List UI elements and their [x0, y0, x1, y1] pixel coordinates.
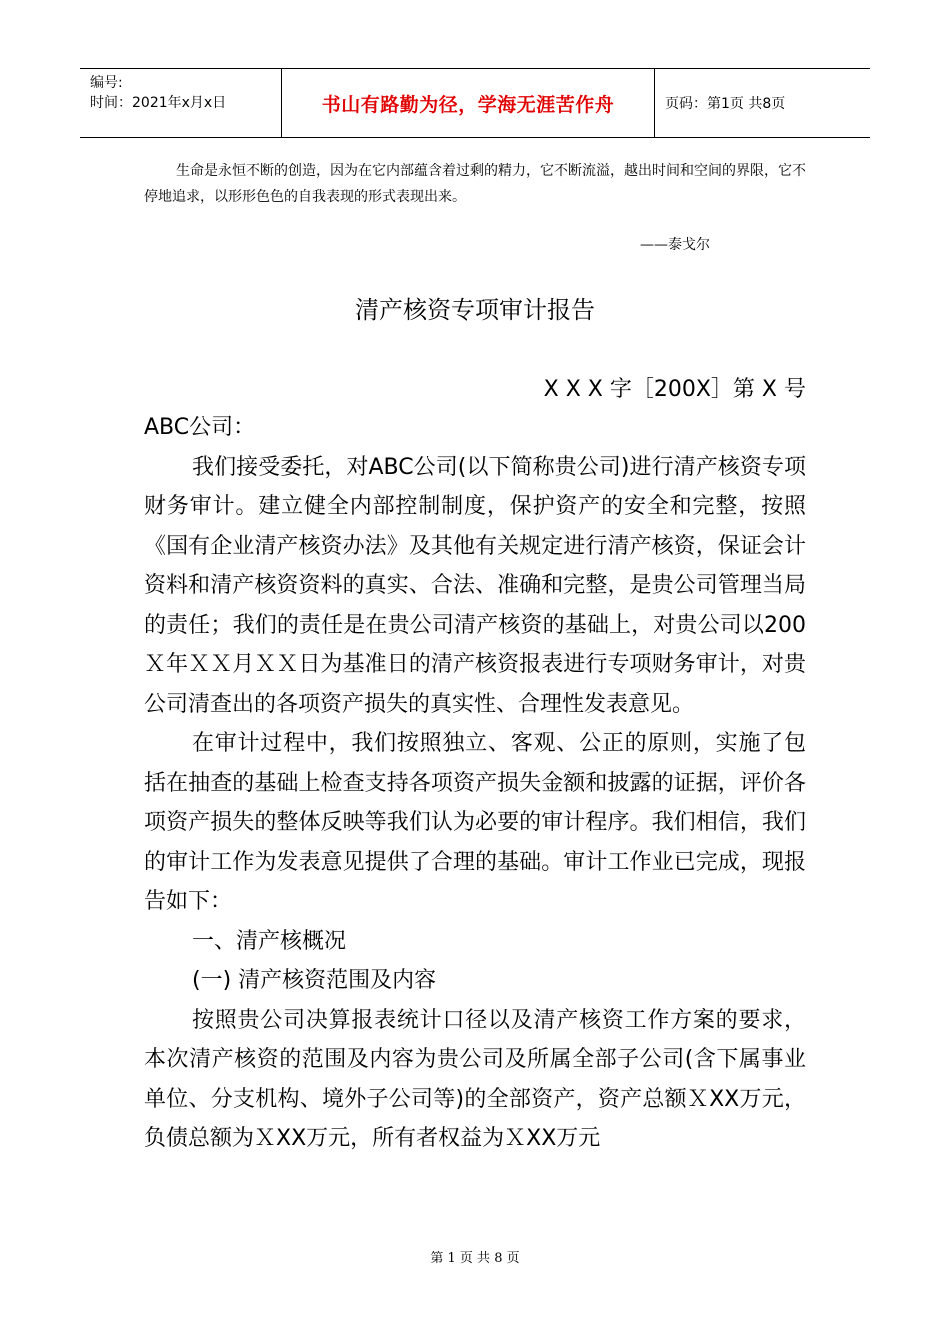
header-page: 页码：第1页 共8页 — [665, 96, 786, 112]
document-number: X X X 字［200X］第 X 号 — [543, 377, 806, 402]
page-header — [80, 68, 870, 138]
epigraph-author: ——泰戈尔 — [640, 237, 710, 253]
document-title: 清产核资专项审计报告 — [355, 296, 595, 324]
paragraph-1: 我们接受委托，对ABC公司(以下简称贵公司)进行清产核资专项财务审计。建立健全内部控制制度，保护资产的安全和完整，按照《国有企业清产核资办法》及其他有关规定进行清产核资，保证会计资料和清产核资资料的真实、合法、准确和完整，是贵公司管理当局的责任；我们的责任是在贵公司清产核资的基础上，对贵公司以200Ｘ年ＸＸ月ＸＸ日为基准日的清产核资报表进行专项财务审计，对贵公司清查出的各项资产损失的真实性、合理性发表意见。 — [144, 454, 806, 717]
header-motto: 书山有路勤为径，学海无涯苦作舟 — [321, 93, 615, 116]
subsection-heading-1: (一) 清产核资范围及内容 — [192, 968, 437, 993]
header-motto-cell — [282, 69, 655, 137]
header-number: 编号: — [90, 75, 123, 91]
salutation: ABC公司： — [144, 415, 256, 440]
document-body — [144, 408, 806, 1159]
section-heading-1: 一、清产核概况 — [192, 928, 347, 954]
paragraph-3: 按照贵公司决算报表统计口径以及清产核资工作方案的要求，本次清产核资的范围及内容为贵公司及所属全部子公司(含下属事业单位、分支机构、境外子公司等)的全部资产，资产总额ＸXX万元，负债总额为ＸXX万元，所有者权益为ＸXX万元 — [144, 1007, 806, 1151]
epigraph-quote: 生命是永恒不断的创造，因为在它内部蕴含着过剩的精力，它不断流溢，越出时间和空间的界限，它不停地追求，以形形色色的自我表现的形式表现出来。 — [144, 163, 806, 205]
page-footer: 第 1 页 共 8 页 — [430, 1251, 520, 1266]
header-info — [80, 69, 282, 137]
paragraph-2: 在审计过程中，我们按照独立、客观、公正的原则，实施了包括在抽查的基础上检查支持各项资产损失金额和披露的证据，评价各项资产损失的整体反映等我们认为必要的审计程序。我们相信，我们的审计工作为发表意见提供了合理的基础。审计工作业已完成，现报告如下： — [144, 731, 806, 914]
header-time: 时间：2021年x月x日 — [90, 95, 227, 111]
